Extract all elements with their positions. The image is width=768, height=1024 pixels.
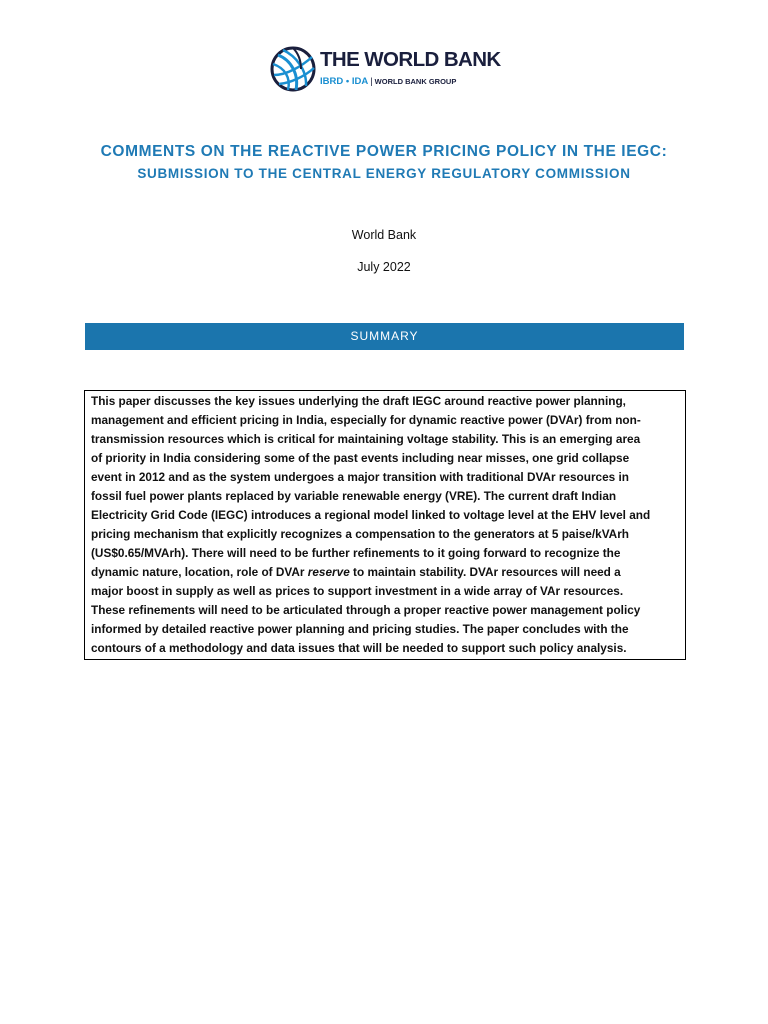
author: World Bank — [351, 228, 417, 242]
summary-line: Electricity Grid Code (IEGC) introduces a regional model linked to voltage level at the EHV level and — [91, 508, 651, 522]
summary-italic-word: reserve — [307, 565, 350, 579]
summary-line — [91, 563, 679, 582]
summary-line: management and efficient pricing in India, especially for dynamic reactive power (DVAr) from non- — [91, 413, 641, 427]
summary-line: These refinements will need to be articulated through a proper reactive power management policy — [91, 603, 641, 617]
logo-subline — [320, 77, 456, 87]
document-subtitle: SUBMISSION TO THE CENTRAL ENERGY REGULATORY COMMISSION — [137, 166, 631, 181]
logo-wbg: WORLD BANK GROUP — [374, 77, 457, 86]
summary-heading: SUMMARY — [85, 323, 684, 350]
summary-line: This paper discusses the key issues underlying the draft IEGC around reactive power planning, — [91, 394, 626, 408]
world-bank-logo — [269, 44, 509, 96]
globe-icon — [269, 44, 317, 94]
summary-line: major boost in supply as well as prices to support investment in a wide array of VAr resources. — [91, 584, 624, 598]
summary-line: contours of a methodology and data issues that will be needed to support such policy analysis. — [91, 641, 627, 655]
logo-wordmark: THE WORLD BANK — [320, 48, 501, 71]
summary-line: event in 2012 and as the system undergoes a major transition with traditional DVAr resources in — [91, 470, 630, 484]
summary-line: fossil fuel power plants replaced by variable renewable energy (VRE). The current draft Indian — [91, 489, 617, 503]
summary-line: (US$0.65/MVArh). There will need to be further refinements to it going forward to recognize the — [91, 546, 621, 560]
publication-date: July 2022 — [357, 260, 411, 274]
document-title: COMMENTS ON THE REACTIVE POWER PRICING POLICY IN THE IEGC: — [100, 143, 668, 160]
summary-text: dynamic nature, location, role of DVAr — [91, 565, 308, 579]
summary-line: of priority in India considering some of the past events including near misses, one grid collapse — [91, 451, 630, 465]
summary-line: pricing mechanism that explicitly recognizes a compensation to the generators at 5 paise/kVArh — [91, 527, 630, 541]
summary-box — [84, 390, 686, 660]
summary-text: to maintain stability. DVAr resources will need a — [349, 565, 621, 579]
logo-separator: | — [370, 76, 373, 87]
summary-line: transmission resources which is critical for maintaining voltage stability. This is an emerging area — [91, 432, 641, 446]
logo-ibrd-ida: IBRD • IDA — [320, 76, 369, 87]
summary-line: informed by detailed reactive power planning and pricing studies. The paper concludes with the — [91, 622, 629, 636]
